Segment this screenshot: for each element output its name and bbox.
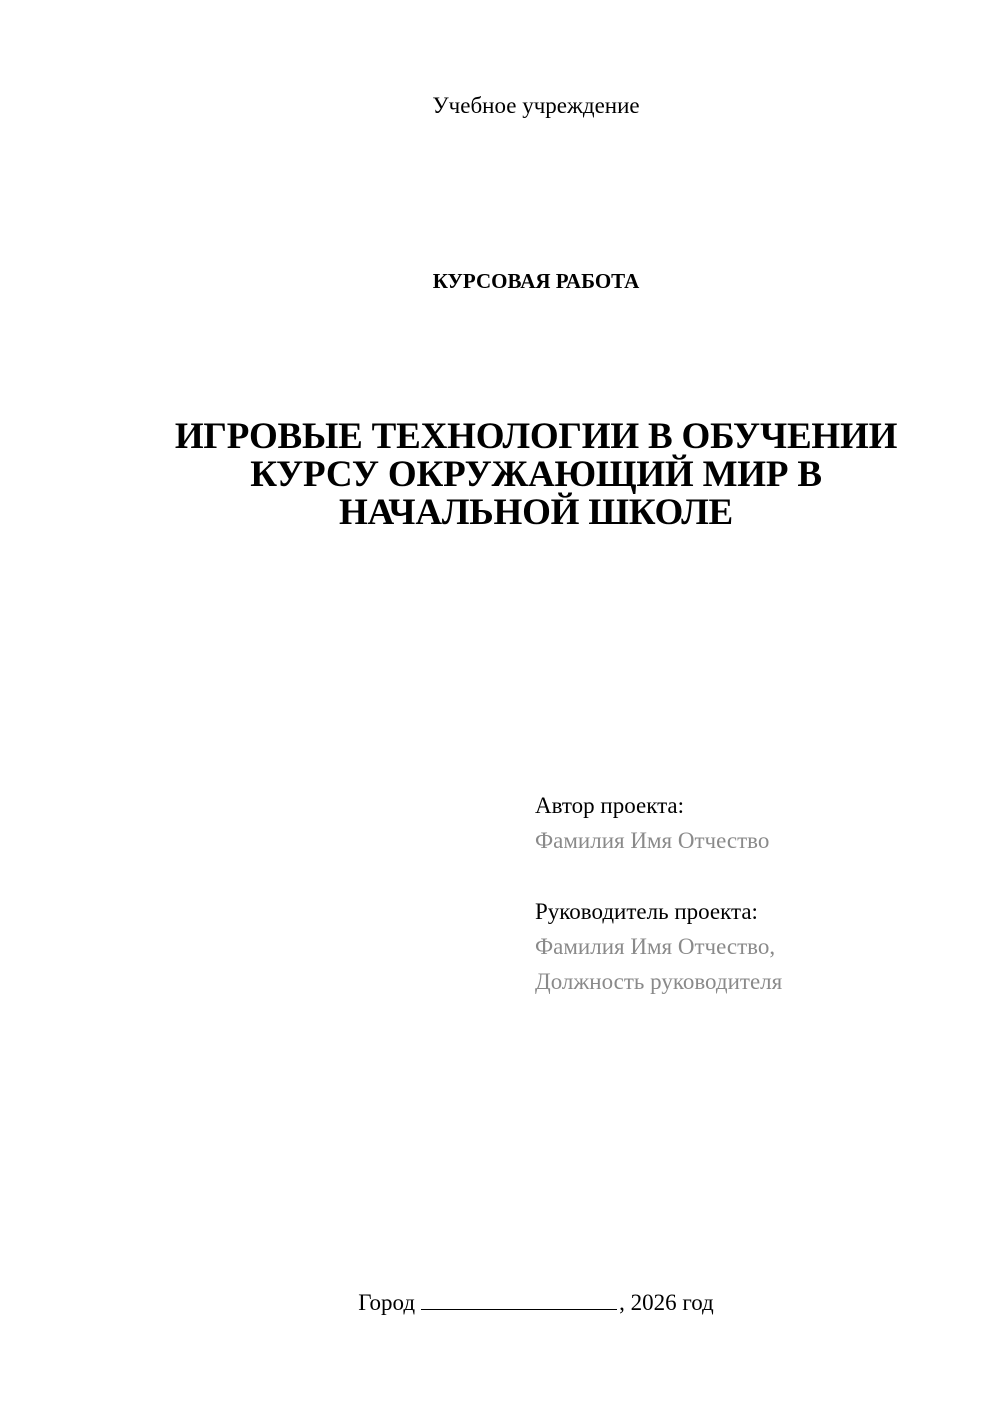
author-name: Фамилия Имя Отчество xyxy=(535,828,770,853)
spacer xyxy=(535,858,975,894)
supervisor-label: Руководитель проекта: xyxy=(535,899,758,924)
author-label: Автор проекта: xyxy=(535,793,684,818)
institution-name: Учебное учреждение xyxy=(432,93,640,118)
document-type: КУРСОВАЯ РАБОТА xyxy=(432,269,640,293)
title-line: ИГРОВЫЕ ТЕХНОЛОГИИ В ОБУЧЕНИИ xyxy=(174,416,898,457)
footer-city-year xyxy=(0,1288,1000,1318)
year-text: , 2026 год xyxy=(619,1290,714,1315)
supervisor-position: Должность руководителя xyxy=(535,969,783,994)
title-line: КУРСУ ОКРУЖАЮЩИЙ МИР В xyxy=(250,454,822,495)
project-info xyxy=(535,788,975,999)
supervisor-name: Фамилия Имя Отчество, xyxy=(535,934,776,959)
city-label: Город xyxy=(358,1290,416,1315)
main-title xyxy=(110,418,962,532)
city-blank-line xyxy=(421,1291,617,1310)
title-line: НАЧАЛЬНОЙ ШКОЛЕ xyxy=(338,492,734,533)
